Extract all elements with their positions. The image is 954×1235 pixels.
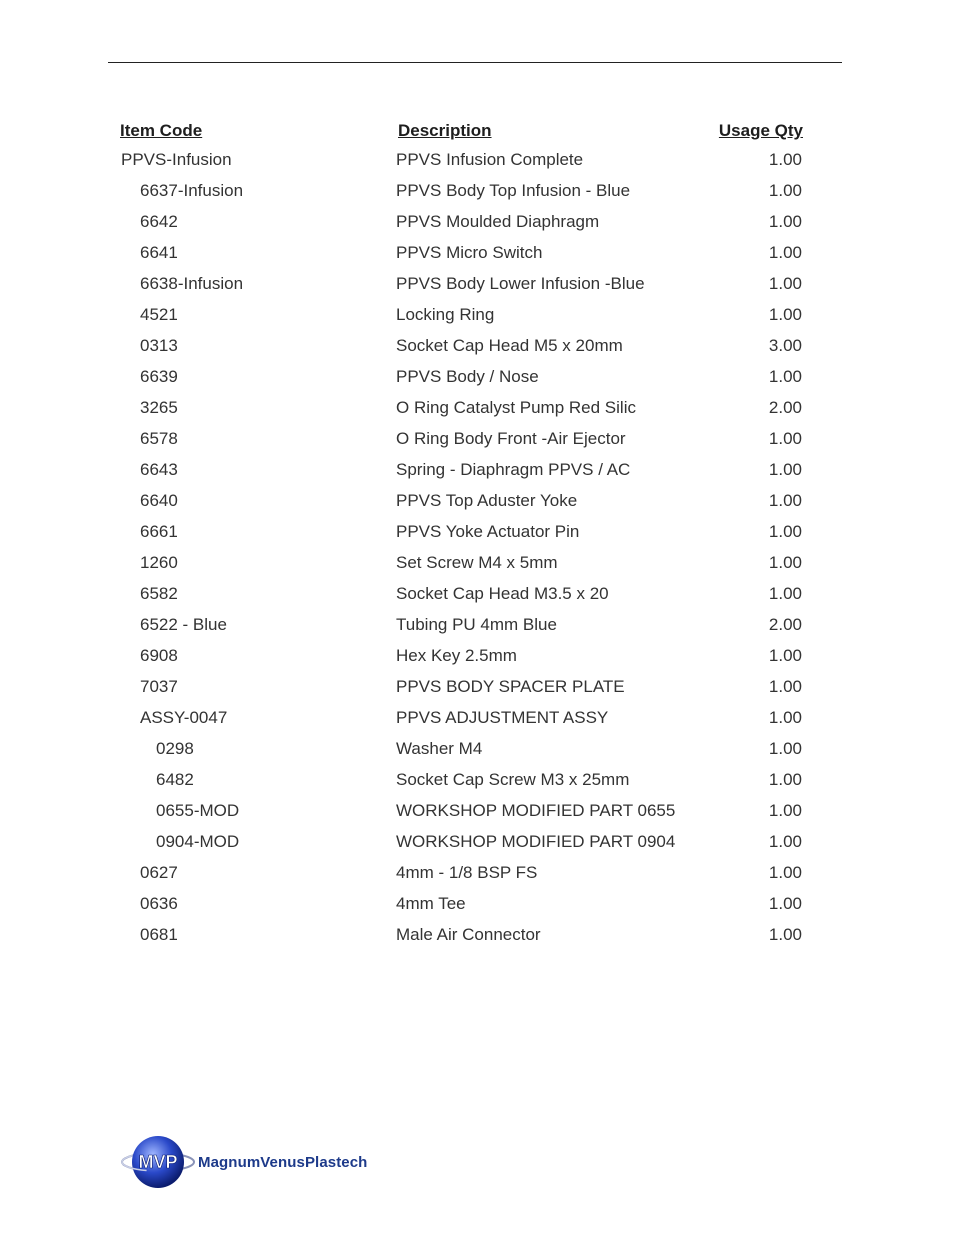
usage-qty-cell: 1.00 — [768, 367, 802, 386]
usage-qty-cell: 1.00 — [768, 863, 802, 882]
description-cell: Hex Key 2.5mm — [396, 646, 517, 665]
description-cell: Socket Cap Screw M3 x 25mm — [396, 770, 630, 789]
item-code-cell: 6482 — [156, 770, 194, 789]
usage-qty-cell: 1.00 — [768, 460, 802, 479]
table-row — [0, 580, 954, 611]
description-cell: PPVS Top Aduster Yoke — [396, 491, 578, 510]
table-row — [0, 797, 954, 828]
description-cell: PPVS Infusion Complete — [396, 150, 584, 169]
item-code-cell: 0655-MOD — [156, 801, 240, 820]
table-row — [0, 270, 954, 301]
table-row — [0, 146, 954, 177]
table-row — [0, 611, 954, 642]
usage-qty-cell: 1.00 — [768, 584, 802, 603]
usage-qty-cell: 1.00 — [768, 770, 802, 789]
item-code-cell: 6640 — [140, 491, 178, 510]
item-code-cell: 6908 — [140, 646, 178, 665]
table-row — [0, 487, 954, 518]
table-row — [0, 239, 954, 270]
description-cell: 4mm Tee — [396, 894, 466, 913]
item-code-cell: 6638-Infusion — [140, 274, 244, 293]
table-row — [0, 828, 954, 859]
description-cell: PPVS BODY SPACER PLATE — [396, 677, 625, 696]
description-cell: Tubing PU 4mm Blue — [396, 615, 557, 634]
description-cell: O Ring Catalyst Pump Red Silic — [396, 398, 636, 417]
company-logo — [118, 1132, 367, 1192]
table-row — [0, 735, 954, 766]
item-code-cell: 7037 — [140, 677, 178, 696]
item-code-cell: 0313 — [140, 336, 178, 355]
table-row — [0, 208, 954, 239]
table-header — [0, 121, 954, 145]
description-cell: Washer M4 — [396, 739, 483, 758]
description-cell: Locking Ring — [396, 305, 495, 324]
item-code-cell: 3265 — [140, 398, 178, 417]
usage-qty-cell: 3.00 — [768, 336, 802, 355]
usage-qty-cell: 1.00 — [768, 801, 802, 820]
parts-table — [0, 146, 954, 952]
item-code-cell: 6661 — [140, 522, 178, 541]
table-row — [0, 425, 954, 456]
item-code-cell: PPVS-Infusion — [121, 150, 232, 169]
description-cell: Socket Cap Head M3.5 x 20 — [396, 584, 609, 603]
table-row — [0, 549, 954, 580]
description-cell: WORKSHOP MODIFIED PART 0904 — [396, 832, 676, 851]
item-code-header: Item Code — [120, 121, 203, 140]
item-code-cell: 6641 — [140, 243, 178, 262]
logo-mark-text: MVP — [138, 1152, 178, 1172]
usage-qty-cell: 1.00 — [768, 243, 802, 262]
description-cell: PPVS Micro Switch — [396, 243, 543, 262]
item-code-cell: 6639 — [140, 367, 178, 386]
usage-qty-cell: 1.00 — [768, 708, 802, 727]
usage-qty-cell: 1.00 — [768, 646, 802, 665]
item-code-cell: 6582 — [140, 584, 178, 603]
item-code-cell: 6643 — [140, 460, 178, 479]
description-cell: PPVS Yoke Actuator Pin — [396, 522, 580, 541]
usage-qty-cell: 2.00 — [768, 615, 802, 634]
item-code-cell: 4521 — [140, 305, 178, 324]
description-header: Description — [398, 121, 492, 140]
description-cell: PPVS Body Lower Infusion -Blue — [396, 274, 645, 293]
usage-qty-cell: 1.00 — [768, 491, 802, 510]
item-code-cell: 6522 - Blue — [140, 615, 227, 634]
description-cell: PPVS Moulded Diaphragm — [396, 212, 600, 231]
company-name: MagnumVenusPlastech — [198, 1153, 368, 1171]
usage-qty-cell: 1.00 — [768, 212, 802, 231]
item-code-cell: 6642 — [140, 212, 178, 231]
table-row — [0, 177, 954, 208]
usage-qty-cell: 1.00 — [768, 150, 802, 169]
table-row — [0, 363, 954, 394]
header-rule — [108, 62, 842, 63]
table-row — [0, 704, 954, 735]
usage-qty-cell: 1.00 — [768, 925, 802, 944]
description-cell: PPVS Body / Nose — [396, 367, 539, 386]
usage-qty-cell: 1.00 — [768, 305, 802, 324]
item-code-cell: 0636 — [140, 894, 178, 913]
usage-qty-cell: 1.00 — [768, 739, 802, 758]
table-row — [0, 921, 954, 952]
item-code-cell: 6578 — [140, 429, 178, 448]
item-code-cell: 0681 — [140, 925, 178, 944]
description-cell: O Ring Body Front -Air Ejector — [396, 429, 626, 448]
usage-qty-cell: 2.00 — [768, 398, 802, 417]
item-code-cell: ASSY-0047 — [140, 708, 228, 727]
description-cell: PPVS Body Top Infusion - Blue — [396, 181, 631, 200]
description-cell: Spring - Diaphragm PPVS / AC — [396, 460, 631, 479]
item-code-cell: 0627 — [140, 863, 178, 882]
table-row — [0, 332, 954, 363]
item-code-cell: 1260 — [140, 553, 178, 572]
description-cell: WORKSHOP MODIFIED PART 0655 — [396, 801, 676, 820]
table-row — [0, 890, 954, 921]
item-code-cell: 0904-MOD — [156, 832, 240, 851]
usage-qty-cell: 1.00 — [768, 429, 802, 448]
description-cell: Set Screw M4 x 5mm — [396, 553, 558, 572]
table-row — [0, 456, 954, 487]
table-row — [0, 518, 954, 549]
usage-qty-header: Usage Qty — [718, 121, 803, 140]
table-row — [0, 766, 954, 797]
item-code-cell: 0298 — [156, 739, 194, 758]
table-row — [0, 642, 954, 673]
table-row — [0, 859, 954, 890]
usage-qty-cell: 1.00 — [768, 677, 802, 696]
usage-qty-cell: 1.00 — [768, 894, 802, 913]
table-row — [0, 673, 954, 704]
usage-qty-cell: 1.00 — [768, 522, 802, 541]
table-row — [0, 301, 954, 332]
usage-qty-cell: 1.00 — [768, 553, 802, 572]
mvp-globe-logo — [118, 1132, 196, 1192]
usage-qty-cell: 1.00 — [768, 274, 802, 293]
usage-qty-cell: 1.00 — [768, 181, 802, 200]
usage-qty-cell: 1.00 — [768, 832, 802, 851]
description-cell: Male Air Connector — [396, 925, 541, 944]
description-cell: PPVS ADJUSTMENT ASSY — [396, 708, 609, 727]
table-row — [0, 394, 954, 425]
item-code-cell: 6637-Infusion — [140, 181, 244, 200]
description-cell: 4mm - 1/8 BSP FS — [396, 863, 538, 882]
description-cell: Socket Cap Head M5 x 20mm — [396, 336, 623, 355]
